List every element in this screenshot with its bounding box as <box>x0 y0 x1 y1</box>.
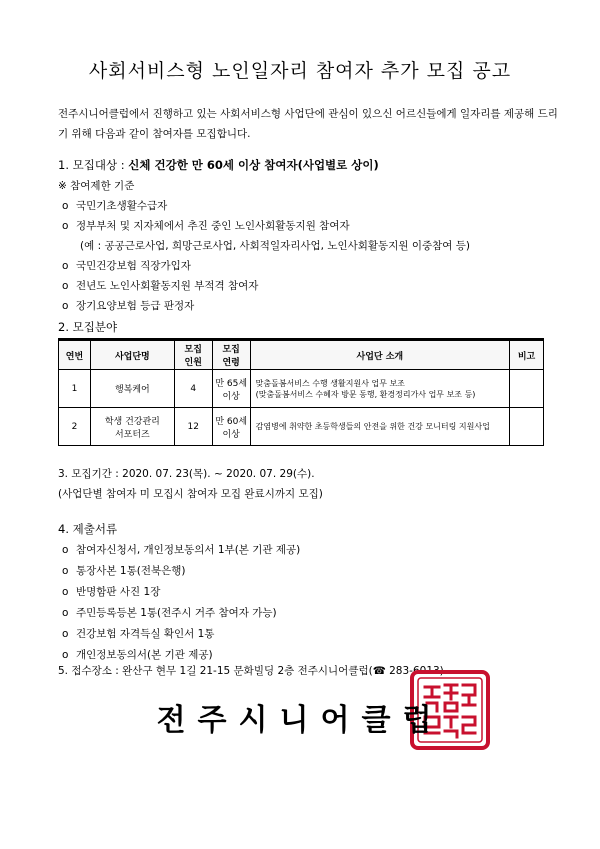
cell-desc: 감염병에 취약한 초등학생들의 안전을 위한 건강 모니터링 지원사업 <box>250 408 509 446</box>
cell-age: 만 65세 이상 <box>212 370 250 408</box>
cell-name: 행복케어 <box>90 370 174 408</box>
cell-age: 만 60세 이상 <box>212 408 250 446</box>
section1-heading-prefix: 1. 모집대상 : <box>58 158 129 172</box>
col-header: 비고 <box>510 341 544 370</box>
cell-desc: 맞춤돌봄서비스 수행 생활지원사 업무 보조 (맞춤돌봄서비스 수혜자 방문 동행, 환경정리가사 업무 보조 등) <box>250 370 509 408</box>
section3-note: (사업단별 참여자 미 모집시 참여자 모집 완료시까지 모집) <box>58 488 323 500</box>
col-header: 모집 연령 <box>212 341 250 370</box>
table-row <box>59 370 544 408</box>
cell-count: 12 <box>174 408 212 446</box>
document-item: o 참여자신청서, 개인정보동의서 1부(본 기관 제공) <box>62 542 300 557</box>
restrict-item: o 장기요양보험 등급 판정자 <box>62 298 194 313</box>
col-header: 연번 <box>59 341 91 370</box>
section1-heading-bold: 신체 건강한 만 60세 이상 참여자(사업별로 상이) <box>128 158 379 172</box>
col-header: 사업단 소개 <box>250 341 509 370</box>
col-header: 사업단명 <box>90 341 174 370</box>
recruit-table <box>58 340 544 446</box>
restrict-example: (예 : 공공근로사업, 희망근로사업, 사회적일자리사업, 노인사회활동지원 이중참여 등) <box>80 240 470 252</box>
table-row <box>59 408 544 446</box>
section3-period: 3. 모집기간 : 2020. 07. 23(목). ~ 2020. 07. 29(수). <box>58 468 315 480</box>
section2-heading: 2. 모집분야 <box>58 320 118 334</box>
restrict-item: o 정부부처 및 지자체에서 추진 중인 노인사회활동지원 참여자 <box>62 218 350 233</box>
section5-location: 5. 접수장소 : 완산구 현무 1길 21-15 문화빌딩 2층 전주시니어클럽(☎ 283-6013) <box>58 665 444 677</box>
intro-paragraph: 전주시니어클럽에서 진행하고 있는 사회서비스형 사업단에 관심이 있으신 어르신들에게 일자리를 제공해 드리기 위해 다음과 같이 참여자를 모집합니다. <box>58 108 558 140</box>
restrict-item: o 전년도 노인사회활동지원 부적격 참여자 <box>62 278 258 293</box>
document-item: o 주민등록등본 1통(전주시 거주 참여자 가능) <box>62 605 277 620</box>
cell-no: 1 <box>59 370 91 408</box>
cell-note <box>510 370 544 408</box>
cell-no: 2 <box>59 408 91 446</box>
cell-name: 학생 건강관리 서포터즈 <box>90 408 174 446</box>
section4-heading: 4. 제출서류 <box>58 522 118 536</box>
document-item: o 건강보험 자격득실 확인서 1통 <box>62 626 214 641</box>
restrict-item: o 국민건강보험 직장가입자 <box>62 258 191 273</box>
cell-note <box>510 408 544 446</box>
restrict-item: o 국민기초생활수급자 <box>62 198 167 213</box>
cell-count: 4 <box>174 370 212 408</box>
restrict-title: ※ 참여제한 기준 <box>58 180 135 192</box>
closing-organization: 전주시니어클럽 <box>156 703 444 738</box>
document-item: o 통장사본 1통(전북은행) <box>62 563 186 578</box>
page-title: 사회서비스형 노인일자리 참여자 추가 모집 공고 <box>88 60 512 82</box>
col-header: 모집 인원 <box>174 341 212 370</box>
document-item: o 개인정보동의서(본 기관 제공) <box>62 647 213 662</box>
section1-heading <box>58 157 379 173</box>
document-item: o 반명함판 사진 1장 <box>62 584 160 599</box>
table-header-row <box>59 341 544 370</box>
